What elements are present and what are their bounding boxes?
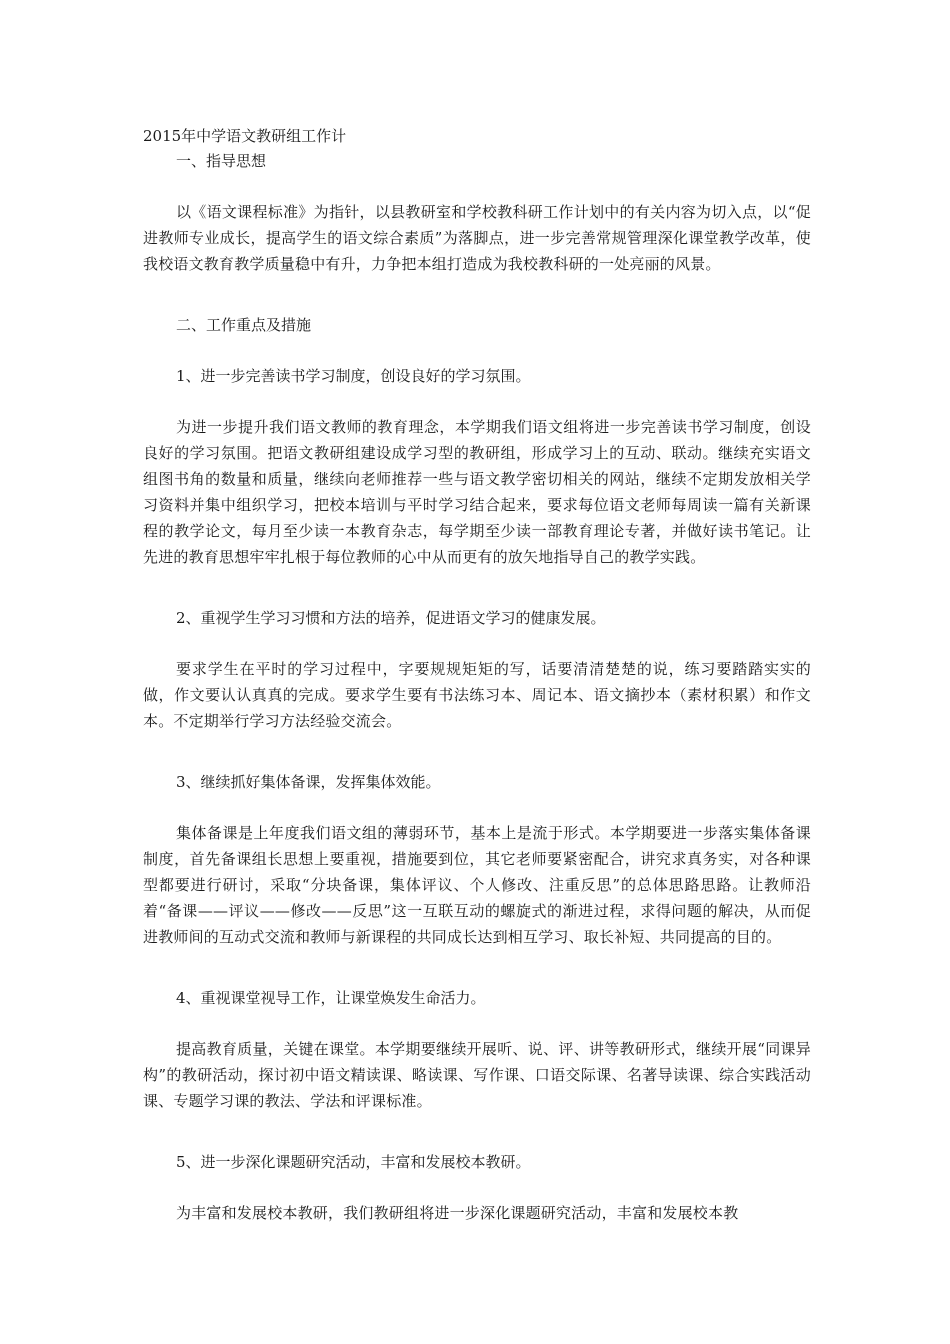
item-heading-3: 3、继续抓好集体备课，发挥集体效能。: [176, 773, 441, 791]
section-heading-guiding-ideology: 一、指导思想: [176, 152, 267, 170]
item-paragraph-5: 为丰富和发展校本教研，我们教研组将进一步深化课题研究活动，丰富和发展校本教: [176, 1204, 739, 1222]
paragraph-guiding-ideology: 以《语文课程标准》为指针，以县教研室和学校教科研工作计划中的有关内容为切入点，以“促进教师专业成长，提高学生的语文综合素质”为落脚点，进一步完善常规管理深化课堂教学改革，使我校语文教育教学质量稳中有升，力争把本组打造成为我校教科研的一处亮丽的风景。: [143, 203, 811, 273]
item-heading-5: 5、进一步深化课题研究活动，丰富和发展校本教研。: [176, 1153, 531, 1171]
item-paragraph-4: 提高教育质量，关键在课堂。本学期要继续开展听、说、评、讲等教研形式，继续开展“同课异构”的教研活动，探讨初中语文精读课、略读课、写作课、口语交际课、名著导读课、综合实践活动课、专题学习课的教法、学法和评课标准。: [143, 1040, 811, 1110]
document-title: 2015年中学语文教研组工作计: [143, 127, 347, 145]
item-heading-2: 2、重视学生学习习惯和方法的培养，促进语文学习的健康发展。: [176, 609, 606, 627]
section-heading-key-work: 二、工作重点及措施: [176, 316, 312, 334]
item-heading-4: 4、重视课堂视导工作，让课堂焕发生命活力。: [176, 989, 486, 1007]
item-paragraph-1: 为进一步提升我们语文教师的教育理念，本学期我们语文组将进一步完善读书学习制度，创设良好的学习氛围。把语文教研组建设成学习型的教研组，形成学习上的互动、联动。继续充实语文组图书角的数量和质量，继续向老师推荐一些与语文教学密切相关的网站，继续不定期发放相关学习资料并集中组织学习，把校本培训与平时学习结合起来，要求每位语文老师每周读一篇有关新课程的教学论文，每月至少读一本教育杂志，每学期至少读一部教育理论专著，并做好读书笔记。让先进的教育思想牢牢扎根于每位教师的心中从而更有的放矢地指导自己的教学实践。: [143, 418, 811, 566]
document-page: [143, 124, 811, 1226]
item-paragraph-2: 要求学生在平时的学习过程中，字要规规矩矩的写，话要清清楚楚的说，练习要踏踏实实的做，作文要认认真真的完成。要求学生要有书法练习本、周记本、语文摘抄本（素材积累）和作文本。不定期举行学习方法经验交流会。: [143, 660, 811, 730]
item-heading-1: 1、进一步完善读书学习制度，创设良好的学习氛围。: [176, 367, 531, 385]
item-paragraph-3: 集体备课是上年度我们语文组的薄弱环节，基本上是流于形式。本学期要进一步落实集体备课制度，首先备课组长思想上要重视，措施要到位，其它老师要紧密配合，讲究求真务实，对各种课型都要进行研讨，采取“分块备课，集体评议、个人修改、注重反思”的总体思路思路。让教师沿着“备课——评议——修改——反思”这一互联互动的螺旋式的渐进过程，求得问题的解决，从而促进教师间的互动式交流和教师与新课程的共同成长达到相互学习、取长补短、共同提高的目的。: [143, 824, 811, 946]
